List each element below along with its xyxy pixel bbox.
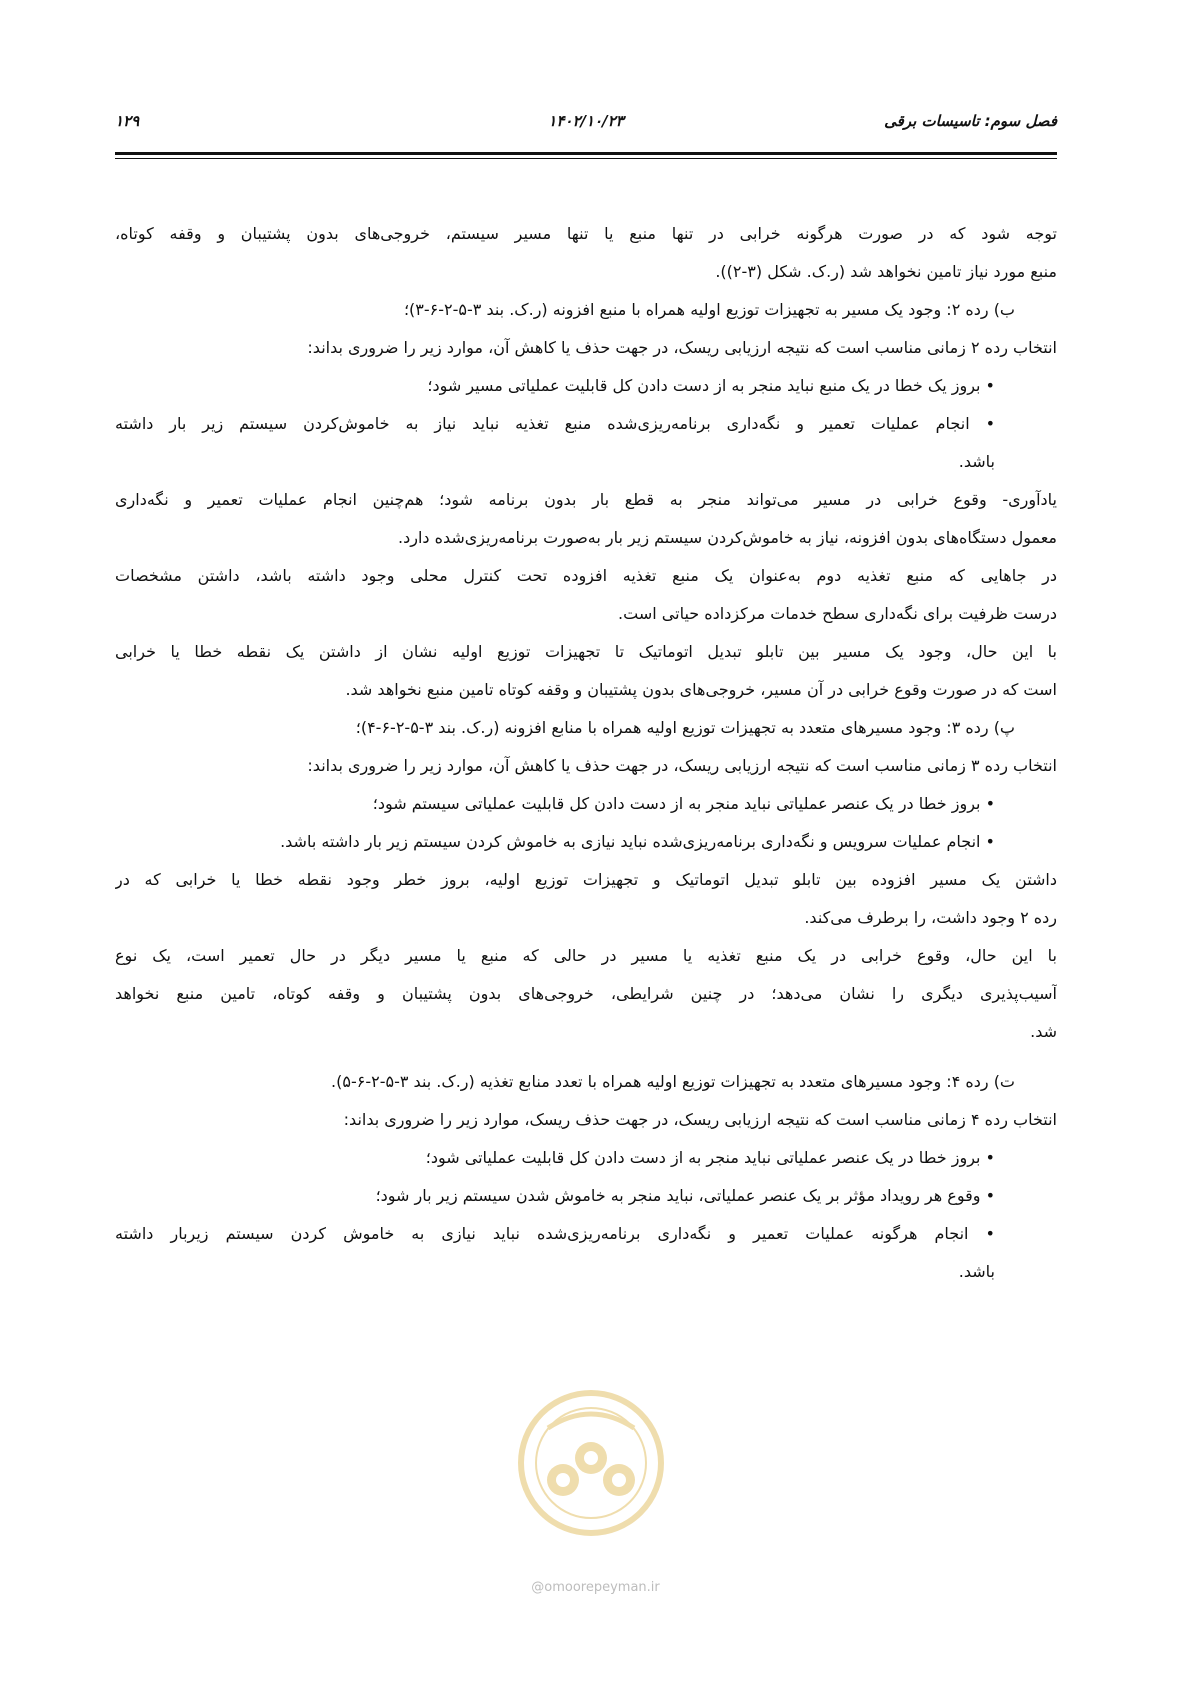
text-line: توجه شود که در صورت هرگونه خرابی در تنها منبع یا تنها مسیر سیستم، خروجی‌های بدون پشتیبان و وقفه کوتاه، xyxy=(115,224,1057,243)
text-line: معمول دستگاه‌های بدون افزونه، نیاز به خاموش‌کردن سیستم زیر بار به‌صورت برنامه‌ریزی‌شده دارد. xyxy=(398,528,1057,547)
text-line: آسیب‌پذیری دیگری را نشان می‌دهد؛ در چنین شرایطی، خروجی‌های بدون پشتیبان و وقفه کوتاه، تامین منبع نخواهد xyxy=(115,984,1057,1003)
text-line: • انجام هرگونه عملیات تعمیر و نگه‌داری برنامه‌ریزی‌شده نباید نیازی به خاموش کردن سیستم زیربار داشته xyxy=(115,1224,995,1243)
chapter-title: فصل سوم: تاسیسات برقی xyxy=(884,112,1057,130)
text-line: درست ظرفیت برای نگه‌داری سطح خدمات مرکزداده حیاتی است. xyxy=(618,604,1057,623)
text-line: ت) رده ۴: وجود مسیرهای متعدد به تجهیزات توزیع اولیه همراه با تعدد منابع تغذیه (ر.ک. بند ۳-۵-۲-۶-۵). xyxy=(331,1072,1015,1091)
page-number: ۱۲۹ xyxy=(115,112,140,130)
text-line: با این حال، وجود یک مسیر بین تابلو تبدیل اتوماتیک تا تجهیزات توزیع اولیه نشان از داشتن یک نقطه خطا یا خرابی xyxy=(115,642,1057,661)
page-header xyxy=(115,112,1057,142)
text-line: • بروز یک خطا در یک منبع نباید منجر به از دست دادن کل قابلیت عملیاتی مسیر شود؛ xyxy=(427,376,995,395)
body-text xyxy=(115,215,1057,1291)
text-line: • انجام عملیات سرویس و نگه‌داری برنامه‌ریزی‌شده نباید نیازی به خاموش کردن سیستم زیر بار داشته باشد. xyxy=(280,832,995,851)
text-line: • بروز خطا در یک عنصر عملیاتی نباید منجر به از دست دادن کل قابلیت عملیاتی سیستم شود؛ xyxy=(372,794,995,813)
text-line: انتخاب رده ۲ زمانی مناسب است که نتیجه ارزیابی ریسک، در جهت حذف یا کاهش آن، موارد زیر را ضروری بداند: xyxy=(307,338,1057,357)
watermark-site: @omoorepeyman.ir xyxy=(531,1580,660,1595)
text-line: شد. xyxy=(1030,1022,1057,1041)
text-line: پ) رده ۳: وجود مسیرهای متعدد به تجهیزات توزیع اولیه همراه با منابع افزونه (ر.ک. بند ۳-۵-۲-۶-۴)؛ xyxy=(355,718,1015,737)
text-line: در جاهایی که منبع تغذیه دوم به‌عنوان یک منبع تغذیه افزوده تحت کنترل محلی وجود داشته باشد، داشتن مشخصات xyxy=(115,566,1057,585)
text-line: • انجام عملیات تعمیر و نگه‌داری برنامه‌ریزی‌شده منبع تغذیه نباید نیاز به خاموش‌کردن سیستم زیر بار داشته xyxy=(115,414,995,433)
header-rule-thin xyxy=(115,158,1057,159)
text-line: باشد. xyxy=(958,452,995,471)
text-line: رده ۲ وجود داشت، را برطرف می‌کند. xyxy=(804,908,1057,927)
text-line: • وقوع هر رویداد مؤثر بر یک عنصر عملیاتی، نباید منجر به خاموش شدن سیستم زیر بار شود؛ xyxy=(375,1186,995,1205)
header-date: ۱۴۰۲/۱۰/۲۳ xyxy=(548,112,624,130)
text-line: انتخاب رده ۳ زمانی مناسب است که نتیجه ارزیابی ریسک، در جهت حذف یا کاهش آن، موارد زیر را ضروری بداند: xyxy=(307,756,1057,775)
text-line: است که در صورت وقوع خرابی در آن مسیر، خروجی‌های بدون پشتیبان و وقفه کوتاه تامین منبع نخواهد شد. xyxy=(345,680,1057,699)
text-line: با این حال، وقوع خرابی در یک منبع تغذیه یا مسیر در حالی که منبع یا مسیر دیگر در حال تعمیر است، یک نوع xyxy=(115,946,1057,965)
text-line: ب) رده ۲: وجود یک مسیر به تجهیزات توزیع اولیه همراه با منبع افزونه (ر.ک. بند ۳-۵-۲-۶-۳)؛ xyxy=(403,300,1015,319)
text-line: باشد. xyxy=(958,1262,995,1281)
text-line: داشتن یک مسیر افزوده بین تابلو تبدیل اتوماتیک و تجهیزات توزیع اولیه، بروز خطر وجود نقطه خطا یا خرابی که در xyxy=(115,870,1057,889)
text-line: • بروز خطا در یک عنصر عملیاتی نباید منجر به از دست دادن کل قابلیت عملیاتی شود؛ xyxy=(425,1148,995,1167)
header-rule-thick xyxy=(115,152,1057,155)
text-line: یادآوری- وقوع خرابی در مسیر می‌تواند منجر به قطع بار بدون برنامه شود؛ هم‌چنین انجام عملیات تعمیر و نگه‌داری xyxy=(115,490,1057,509)
text-line: منبع مورد نیاز تامین نخواهد شد (ر.ک. شکل (۳-۲)). xyxy=(715,262,1057,281)
paragraph-gap xyxy=(115,1051,1057,1063)
watermark-logo-icon xyxy=(508,1380,674,1546)
text-line: انتخاب رده ۴ زمانی مناسب است که نتیجه ارزیابی ریسک، در جهت حذف ریسک، موارد زیر را ضروری بداند: xyxy=(343,1110,1057,1129)
